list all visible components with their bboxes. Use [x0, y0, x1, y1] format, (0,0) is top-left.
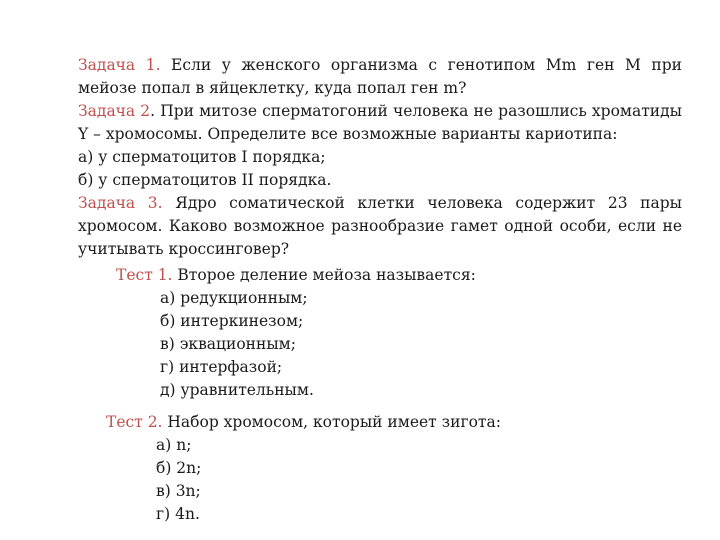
- test-1-option-a: а) редукционным;: [160, 289, 308, 307]
- test-2-option-b: б) 2n;: [156, 459, 202, 477]
- task-3-text: Ядро соматической клетки человека содержит 23 пары хромосом. Каково возможное разнообразие гамет одной особи, если не учитывать кроссинговер?: [78, 194, 683, 258]
- test-1-question: [116, 264, 476, 287]
- test-2-label: Тест 2.: [106, 413, 163, 431]
- test-2: [106, 411, 501, 526]
- test-1-option-c: в) эквационным;: [160, 335, 296, 353]
- test-2-question-text: Набор хромосом, который имеет зигота:: [162, 413, 501, 431]
- task-2-text: . При митозе сперматогоний человека не разошлись хроматиды Y – хромосомы. Определите все возможные варианты кариотипа:: [78, 102, 682, 143]
- test-1-option-d: г) интерфазой;: [160, 358, 283, 376]
- test-1-options: [116, 287, 476, 402]
- test-1-label: Тест 1.: [116, 266, 173, 284]
- test-2-option-d: г) 4n.: [156, 505, 200, 523]
- test-1-option-e: д) уравнительным.: [160, 381, 314, 399]
- test-1-question-text: Второе деление мейоза называется:: [172, 266, 476, 284]
- test-1-option-b: б) интеркинезом;: [160, 312, 304, 330]
- task-1-text: Если у женского организма с генотипом Mm ген M при мейозе попал в яйцеклетку, куда попал ген m?: [78, 56, 682, 97]
- task-3: [78, 192, 682, 261]
- test-2-options: [106, 434, 501, 526]
- task-2-item-b: б) у сперматоцитов II порядка.: [78, 171, 332, 189]
- test-2-option-a: а) n;: [156, 436, 192, 454]
- task-1: [78, 54, 682, 100]
- task-3-label: Задача 3.: [78, 194, 163, 212]
- test-2-question: [106, 411, 501, 434]
- task-2-item-a: а) у сперматоцитов I порядка;: [78, 148, 326, 166]
- test-1: [116, 264, 476, 402]
- task-1-label: Задача 1.: [78, 56, 161, 74]
- task-2: [78, 100, 682, 146]
- test-2-option-c: в) 3n;: [156, 482, 201, 500]
- task-2-label: Задача 2: [78, 102, 151, 120]
- tasks-block: [78, 54, 682, 261]
